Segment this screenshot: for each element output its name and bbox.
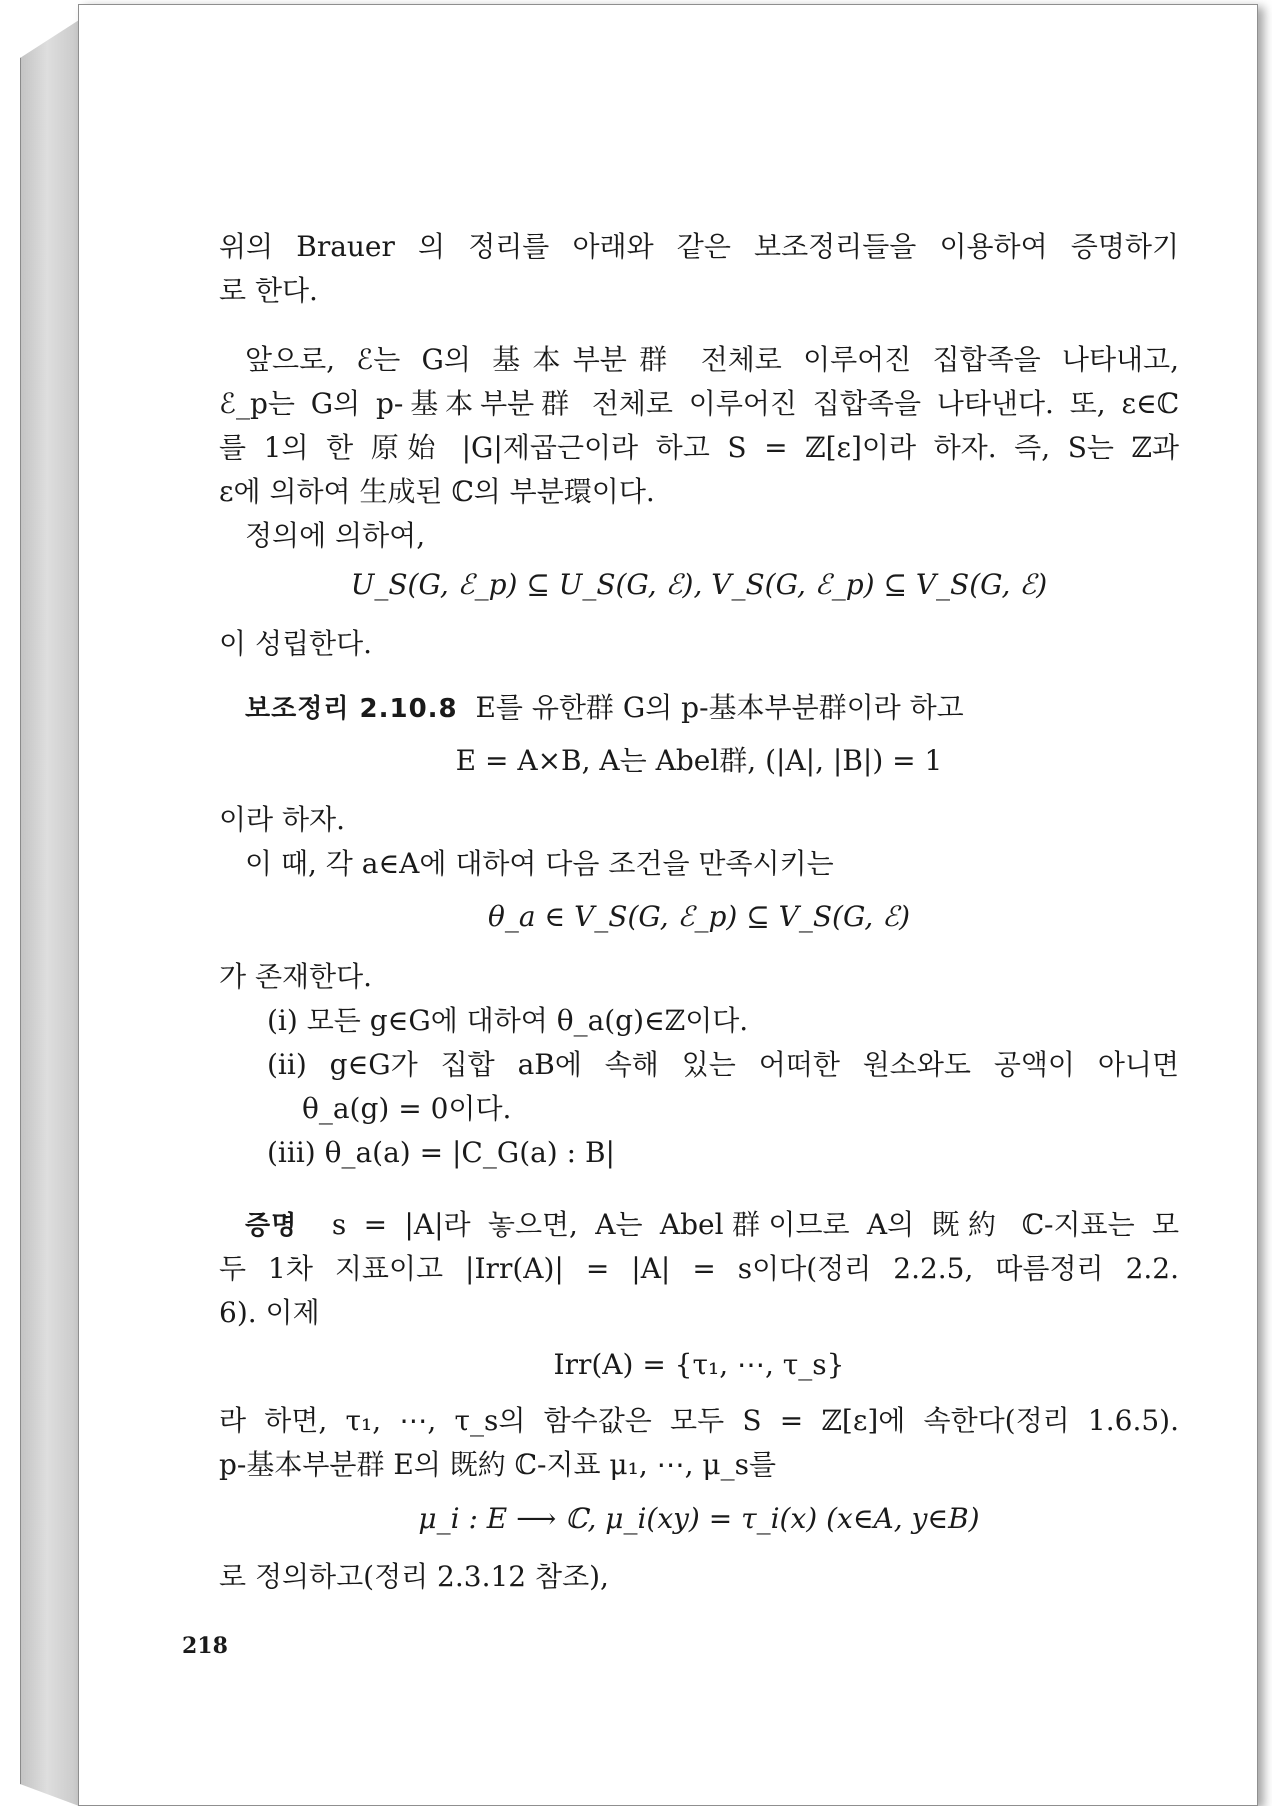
text-line: ε에 의하여 生成된 ℂ의 부분環이다. bbox=[219, 475, 655, 508]
proof-text: s = |A|라 놓으면, A는 Abel群이므로 A의 既約 ℂ-지표는 모 bbox=[331, 1208, 1180, 1241]
proof-heading bbox=[245, 1203, 1179, 1246]
text-line: 이 때, 각 a∈A에 대하여 다음 조건을 만족시키는 bbox=[245, 847, 834, 880]
text-line: 위의 Brauer 의 정리를 아래와 같은 보조정리들을 이용하여 증명하기 bbox=[219, 230, 1179, 263]
lemma-heading bbox=[245, 686, 964, 729]
text-line: p-基本부분群 E의 既約 ℂ-지표 μ₁, ⋯, μ_s를 bbox=[219, 1448, 777, 1481]
list-item: (ii) g∈G가 집합 aB에 속해 있는 어떠한 원소와도 공액이 아니면 bbox=[267, 1048, 1179, 1081]
display-formula: μ_i : E ⟶ ℂ, μ_i(xy) = τ_i(x) (x∈A, y∈B) bbox=[418, 1502, 980, 1535]
book-spine bbox=[20, 20, 79, 1806]
lemma-title: 보조정리 2.10.8 bbox=[245, 694, 458, 724]
text-line: 정의에 의하여, bbox=[245, 519, 426, 552]
text-line: 두 1차 지표이고 |Irr(A)| = |A| = s이다(정리 2.2.5, 따름정리 2.2. bbox=[219, 1252, 1179, 1285]
list-item: (i) 모든 g∈G에 대하여 θ_a(g)∈ℤ이다. bbox=[267, 1004, 749, 1037]
display-formula: Irr(A) = {τ₁, ⋯, τ_s} bbox=[553, 1348, 845, 1381]
text-line: 6). 이제 bbox=[219, 1296, 320, 1329]
proof-title: 증명 bbox=[245, 1211, 298, 1241]
text-line: 라 하면, τ₁, ⋯, τ_s의 함수값은 모두 S = ℤ[ε]에 속한다(정리 1.6.5). bbox=[219, 1404, 1179, 1437]
list-item-continued: θ_a(g) = 0이다. bbox=[302, 1092, 512, 1125]
book-page bbox=[78, 4, 1258, 1806]
text-line: 를 1의 한 原始 |G|제곱근이라 하고 S = ℤ[ε]이라 하자. 즉, S는 ℤ과 bbox=[219, 431, 1179, 464]
text-line: 앞으로, ℰ는 G의 基本부분群 전체로 이루어진 집합족을 나타내고, bbox=[245, 343, 1179, 376]
text-line: 로 정의하고(정리 2.3.12 참조), bbox=[219, 1560, 609, 1593]
display-formula: θ_a ∈ V_S(G, ℰ_p) ⊆ V_S(G, ℰ) bbox=[487, 900, 910, 933]
text-line: 이 성립한다. bbox=[219, 627, 373, 660]
display-formula: U_S(G, ℰ_p) ⊆ U_S(G, ℰ), V_S(G, ℰ_p) ⊆ V_S(G, ℰ) bbox=[350, 568, 1048, 601]
display-formula: E = A×B, A는 Abel群, (|A|, |B|) = 1 bbox=[455, 744, 943, 777]
page-number: 218 bbox=[182, 1633, 228, 1659]
text-line: 이라 하자. bbox=[219, 803, 345, 836]
text-line: 로 한다. bbox=[219, 274, 318, 307]
list-item: (iii) θ_a(a) = |C_G(a) : B| bbox=[267, 1136, 615, 1169]
text-line: 가 존재한다. bbox=[219, 960, 373, 993]
text-line: ℰ_p는 G의 p-基本부분群 전체로 이루어진 집합족을 나타낸다. 또, ε∈ℂ bbox=[219, 387, 1179, 420]
lemma-statement: E를 유한群 G의 p-基本부분群이라 하고 bbox=[475, 691, 964, 724]
